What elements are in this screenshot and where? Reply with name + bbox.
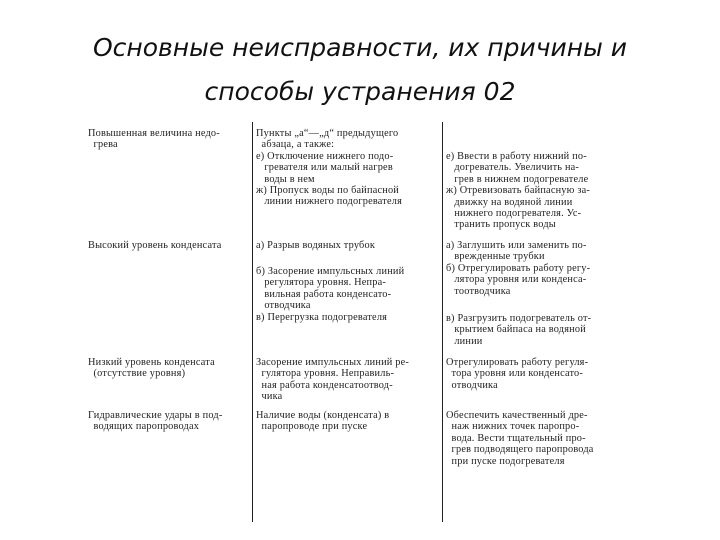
cell-text-line: вильная работа конденсато- [256,288,392,300]
cell-text-line: б) Отрегулировать работу регу- [446,262,591,274]
cell-text-line: гулятора уровня. Неправиль- [256,368,395,380]
column-divider [442,122,443,522]
cell-text-line: линии [446,335,483,347]
cause-cell [256,410,389,433]
cause-cell [256,357,409,403]
cell-text-line: Гидравлические удары в под- [88,410,223,421]
cell-text-line: отводчика [256,300,311,312]
cell-text-line: лятора уровня или конденса- [446,274,587,286]
cell-text-line: ная работа конденсатоотвод- [256,379,393,391]
cause-cell [256,128,402,208]
cell-text-line: догреватель. Увеличить на- [446,162,580,174]
cell-text-line: е) Отключение нижнего подо- [256,150,394,162]
remedy-cell [446,151,590,231]
cell-text-line: абзаца, а также: [256,139,335,151]
cell-text-line: Обеспечить качественный дре- [446,410,588,421]
cause-cell [256,266,404,323]
cell-text-line: вода. Вести тщательный про- [446,432,586,444]
title-line-2: способы устранения 02 [204,77,516,106]
cell-text-line: в) Разгрузить подогреватель от- [446,313,592,324]
remedy-cell [446,410,594,467]
malfunction-cell [88,128,220,151]
cell-text-line: ж) Отревизовать байпасную за- [446,185,590,197]
cell-text-line: грева [88,139,118,151]
malfunction-cell [88,240,222,251]
cell-text-line: гревателя или малый нагрев [256,162,393,174]
cell-text-line: а) Разрыв водяных трубок [256,240,376,251]
cause-cell [256,240,375,251]
cell-text-line: Засорение импульсных линий ре- [256,357,410,368]
malfunction-cell [88,357,215,380]
cell-text-line: движку на водяной линии [446,196,573,208]
cell-text-line: Наличие воды (конденсата) в [256,410,390,421]
cell-text-line: крытием байпаса на водяной [446,324,586,336]
cell-text-line: ж) Пропуск воды по байпасной [256,185,400,197]
cell-text-line: транить пропуск воды [446,219,556,231]
malfunction-cell [88,410,222,433]
cell-text-line: при пуске подогревателя [446,455,565,467]
slide-title [0,26,720,114]
cell-text-line: паропроводе при пуске [256,421,368,433]
cell-text-line: отводчика [446,379,498,391]
cell-text-line: а) Заглушить или заменить по- [446,240,587,251]
cell-text-line: (отсутствие уровня) [88,368,186,380]
cell-text-line: Высокий уровень конденсата [88,240,222,251]
cell-text-line: чика [256,391,283,403]
cell-text-line: нижнего подогревателя. Ус- [446,208,582,220]
cell-text-line: наж нижних точек паропро- [446,421,580,433]
remedy-cell [446,240,590,297]
cell-text-line: Отрегулировать работу регуля- [446,357,589,368]
cell-text-line: в) Перегрузка подогревателя [256,311,388,323]
remedy-cell [446,313,591,347]
cell-text-line: регулятора уровня. Непра- [256,277,387,289]
cell-text-line: б) Засорение импульсных линий [256,266,405,277]
cell-text-line: воды в нем [256,173,315,185]
cell-text-line: Пункты „а“—„д“ предыдущего [256,128,399,139]
cell-text-line: врежденные трубки [446,251,545,263]
cell-text-line: тоотводчика [446,285,511,297]
cell-text-line: линии нижнего подогревателя [256,196,403,208]
cell-text-line: водящих паропроводах [88,421,200,433]
column-divider [252,122,253,522]
remedy-cell [446,357,588,391]
cell-text-line: тора уровня или конденсато- [446,368,584,380]
title-line-1: Основные неисправности, их причины и [92,33,628,62]
cell-text-line: Низкий уровень конденсата [88,357,215,368]
cell-text-line: грев в нижнем подогревателе [446,173,589,185]
cell-text-line: е) Ввести в работу нижний по- [446,151,587,162]
cell-text-line: грев подводящего паропровода [446,444,594,456]
cell-text-line: Повышенная величина недо- [88,128,220,139]
